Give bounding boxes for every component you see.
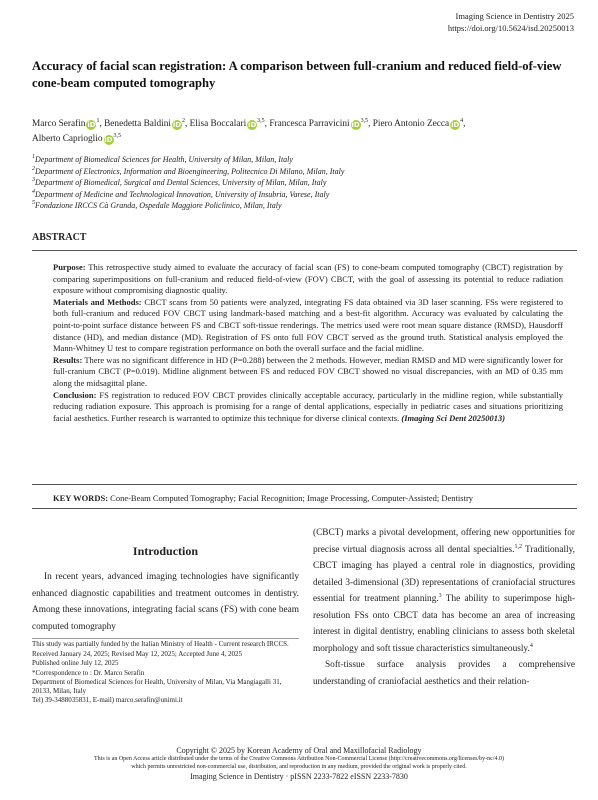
copyright: Copyright © 2025 by Korean Academy of Oral and Maxillofacial Radiology [176,746,422,755]
orcid-icon[interactable]: iD [104,136,113,144]
section-heading-introduction: Introduction [132,544,199,558]
affiliation: $^1$Department of Biomedical Sciences for Health, University of Milan, Milan, Italy [32,154,293,164]
abstract-heading: ABSTRACT [32,232,87,243]
abstract-conclusion: Conclusion: FS registration to reduced FOV CBCT provides clinically acceptable accuracy, particularly in the midline region, while substantially reducing radiation exposure. This approach is promising for a range of dental applications, especially in pediatric cases and situations prioritizing facial aesthetics. Further research is warranted to optimize this technique for diverse clinical contexts. (Imaging Sci Dent 20250013) [53,389,563,423]
funding-note: This study was partially funded by the Italian Ministry of Health - Current research IRCCS. [32,640,289,648]
correspondence-contact: Tel) 39-3488035831, E-mail) marco.serafin@unimi.it [32,696,183,705]
abstract-results: Results: There was no significant difference in HD (P=0.288) between the 2 methods. However, median RMSD and MD were significantly lower for full-cranium CBCT (P=0.019). Midline alignment between FS and reduced FOV CBCT showed no visual discrepancies, with an MD of 0.35 mm along the midsagittal plane. [53,354,563,388]
abstract-body [53,262,563,424]
license-text: which permits unrestricted non-commercial use, distribution, and reproduction in any medium, provided the original work is properly cited. [131,763,467,770]
author: Francesca Parravicini iD$^{3,5}$ [269,118,369,129]
received-dates: Received January 24, 2025; Revised May 12, 2025; Accepted June 4, 2025 [32,650,242,659]
footnote-divider [32,638,299,639]
divider [32,484,577,485]
affiliation-list [32,154,577,212]
abstract-citation: (Imaging Sci Dent 20250013) [401,412,506,423]
doi-link[interactable]: https://doi.org/10.5624/isd.20250013 [447,23,574,33]
correspondence-address: Department of Biomedical Sciences for Health, University of Milan, Via Mangiagalli 31, 20133, Milan, Italy [32,677,282,696]
paragraph: In recent years, advanced imaging technologies have significantly enhanced diagnostic capabilities and treatment outcomes in dentistry. Among these innovations, integrating facial scans (FS) with cone beam computed tomography [32,572,299,632]
author: Piero Antonio Zecca $iD^4$ [372,118,464,129]
right-column-text [313,525,575,690]
paragraph: Soft-tissue surface analysis provides a comprehensive understanding of craniofacial aesthetics and their relation- [313,660,575,687]
orcid-icon[interactable]: iD [451,121,460,129]
affiliation: $^2$Department of Electronics, Information and Bioengineering, Politecnico Di Milano, Milan, Italy [32,165,345,176]
author-list: Marco Serafin $iD^1$, Benedetta Baldini $iD^2$, Elisa Boccalari iD$^{3,5}$, Francesca Parravicini iD$^{3,5}$, Piero Antonio Zecca $iD^4$, Alberto Caprioglio iD$^{3,5}$ [32,118,466,144]
article-title: Accuracy of facial scan registration: A comparison between full-cranium and reduced field-of-view cone-beam computed tomography [32,59,562,90]
affiliation: $^4$Department of Medicine and Technological Innovation, University of Insubria, Varese, Italy [32,188,330,199]
affiliation: $^3$Department of Biomedical, Surgical and Dental Sciences, University of Milan, Milan, Italy [32,177,327,187]
divider [32,508,577,509]
left-column-text [32,569,299,635]
affiliation: $^5$Fondazione IRCCS Cà Granda, Ospedale Maggiore Policlinico, Milan, Italy [32,200,282,210]
orcid-icon[interactable]: iD [172,121,182,129]
keywords: KEY WORDS: Cone-Beam Computed Tomography; Facial Recognition; Image Processing, Computer-Assisted; Dentistry [53,493,474,503]
page-footer [20,745,578,782]
abstract-purpose: Purpose: This retrospective study aimed to evaluate the accuracy of facial scan (FS) to cone-beam computed tomography (CBCT) registration by comparing superimpositions on full-cranium and reduced field-of-view (FOV) CBCT, with the goal of assessing its potential to reduce radiation exposure without compromising diagnostic quality. [53,262,563,296]
correspondence: *Correspondence to : Dr. Marco Serafin [32,668,145,677]
divider [32,250,577,251]
author: Alberto Caprioglio iD$^{3,5}$ [32,133,121,144]
orcid-icon[interactable]: iD [248,121,257,129]
issn-line: Imaging Science in Dentistry · pISSN 2233-7822 eISSN 2233-7830 [190,772,408,781]
orcid-icon[interactable]: iD [87,121,96,129]
author: Benedetta Baldini $iD^2$ [104,118,185,129]
journal-name: Imaging Science in Dentistry 2025 [455,11,574,21]
footnotes [32,640,299,705]
orcid-icon[interactable]: iD [351,121,360,129]
journal-header [448,10,574,34]
license-text: This is an Open Access article distributed under the terms of the Creative Commons Attribution Non-Commercial License (http://creativecommons.org/licenses/by-nc/4.0) [94,756,504,762]
author: Elisa Boccalari iD$^{3,5}$ [189,118,265,129]
author: Marco Serafin $iD^1$ [32,118,100,129]
published-date: Published online July 12, 2025 [32,659,119,668]
abstract-methods: Materials and Methods: CBCT scans from 50 patients were analyzed, integrating FS data obtained via 3D laser scanning. FSs were registered to both full-cranium and reduced FOV CBCT using landmark-based matching and a best-fit algorithm. Accuracy was evaluated by calculating the point-to-point surface distance between FS and CBCT soft-tissue renderings. The metrics used were root mean square distance (RMSD), Hausdorff distance (HD), and median distance (MD). Registration of FS onto full FOV CBCT served as the ground truth. Statistical analysis employed the Mann-Whitney U test to compare registration performance on both the overall surface and the facial midline. [53,296,564,354]
paragraph: (CBCT) marks a pivotal development, offering new opportunities for precise virtual diagnosis across all dental specialties.$^{1,2}$ Traditionally, CBCT imaging has played a central role in diagnostics, providing detailed 3-dimensional (3D) representations of craniofacial structures essential for treatment planning.$^3$ The ability to superimpose high-resolution FSs onto CBCT data has become an area of increasing interest in digital dentistry, enabling clinicians to assess both skeletal morphology and soft tissue characteristics simultaneously.$^4$ [313,528,575,654]
